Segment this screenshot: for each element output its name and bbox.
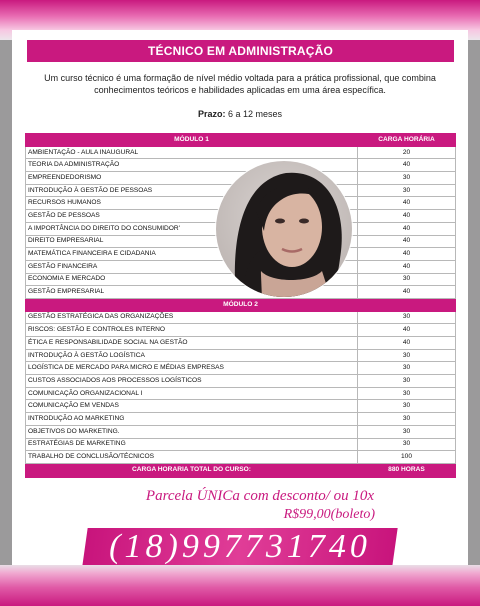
table-row-label: A IMPORTÂNCIA DO DIREITO DO CONSUMIDOR' [26, 222, 358, 235]
table-row-label: COMUNICAÇÃO EM VENDAS [26, 400, 358, 413]
table-row [26, 387, 456, 400]
table-row-hours: 30 [358, 413, 456, 426]
table-row [26, 159, 456, 172]
table-row-hours: 40 [358, 222, 456, 235]
table-row-hours: 30 [358, 172, 456, 185]
table-row [26, 413, 456, 426]
table-row-label: ÉTICA E RESPONSABILIDADE SOCIAL NA GESTÃO [26, 337, 358, 350]
course-duration [30, 109, 450, 119]
table-row-label: LOGÍSTICA DE MERCADO PARA MICRO E MÉDIAS EMPRESAS [26, 362, 358, 375]
module2-header-row [26, 298, 456, 311]
table-row-hours: 100 [358, 451, 456, 464]
table-row-label: INTRODUÇÃO À GESTÃO LOGÍSTICA [26, 349, 358, 362]
table-row [26, 349, 456, 362]
module1-header-row [26, 134, 456, 147]
table-row [26, 438, 456, 451]
table-row-hours: 30 [358, 184, 456, 197]
table-row-hours: 30 [358, 273, 456, 286]
installment-price: R$99,00(boleto) [283, 507, 375, 522]
table-row-hours: 40 [358, 248, 456, 261]
table-row-hours: 40 [358, 197, 456, 210]
table-row-hours: 40 [358, 235, 456, 248]
table-row-hours: 40 [358, 210, 456, 223]
phone-number[interactable]: (18)997731740 [109, 528, 371, 565]
table-row-hours: 40 [358, 159, 456, 172]
module2-header-row-label: MÓDULO 2 [26, 298, 456, 311]
duration-label: Prazo: [197, 109, 226, 119]
table-row [26, 362, 456, 375]
table-row-hours: 40 [358, 260, 456, 273]
module1-header: MÓDULO 1 [26, 134, 358, 147]
total-row-label: CARGA HORARIA TOTAL DO CURSO: [26, 463, 358, 477]
table-row-label: MATEMÁTICA FINANCEIRA E CIDADANIA [26, 248, 358, 261]
table-row-label: ESTRATÉGIAS DE MARKETING [26, 438, 358, 451]
table-row-label: ECONOMIA E MERCADO [26, 273, 358, 286]
hours-header: CARGA HORÁRIA [358, 134, 456, 147]
table-row [26, 311, 456, 324]
table-row-label: INTRODUÇÃO À GESTÃO DE PESSOAS [26, 184, 358, 197]
total-row-hours: 880 HORAS [358, 463, 456, 477]
table-row-hours: 30 [358, 362, 456, 375]
table-row [26, 286, 456, 299]
table-row [26, 425, 456, 438]
table-row [26, 400, 456, 413]
table-row-label: TEORIA DA ADMINISTRAÇÃO [26, 159, 358, 172]
table-row-label: GESTÃO EMPRESARIAL [26, 286, 358, 299]
table-row-label: OBJETIVOS DO MARKETING. [26, 425, 358, 438]
woman-portrait-icon [216, 161, 353, 298]
table-row-hours: 30 [358, 349, 456, 362]
installment-offer: Parcela ÚNICa com desconto/ ou 10x [145, 488, 375, 504]
table-row-label: CUSTOS ASSOCIADOS AOS PROCESSOS LOGÍSTICOS [26, 375, 358, 388]
table-row [26, 451, 456, 464]
table-row-label: RISCOS: GESTÃO E CONTROLES INTERNO [26, 324, 358, 337]
table-row-label: GESTÃO ESTRATÉGICA DAS ORGANIZAÇÕES [26, 311, 358, 324]
table-row-hours: 30 [358, 438, 456, 451]
left-frame [0, 40, 12, 565]
table-row-hours: 30 [358, 400, 456, 413]
table-row [26, 324, 456, 337]
total-row [26, 463, 456, 477]
table-row-hours: 40 [358, 337, 456, 350]
table-row [26, 146, 456, 159]
bottom-frame-gradient [0, 565, 480, 606]
table-row-label: RECURSOS HUMANOS [26, 197, 358, 210]
table-row-label: GESTÃO FINANCEIRA [26, 260, 358, 273]
table-row-hours: 30 [358, 375, 456, 388]
table-row-label: INTRODUÇÃO AO MARKETING [26, 413, 358, 426]
table-row-hours: 40 [358, 286, 456, 299]
table-row-label: AMBIENTAÇÃO - AULA INAUGURAL [26, 146, 358, 159]
avatar [215, 160, 353, 298]
right-frame [468, 40, 480, 565]
table-row-hours: 30 [358, 311, 456, 324]
table-row-hours: 30 [358, 425, 456, 438]
table-row-label: EMPREENDEDORISMO [26, 172, 358, 185]
table-row-hours: 40 [358, 324, 456, 337]
table-row-label: TRABALHO DE CONCLUSÃO/TÉCNICOS [26, 451, 358, 464]
table-row [26, 375, 456, 388]
table-row-label: DIREITO EMPRESARIAL [26, 235, 358, 248]
table-row-hours: 20 [358, 146, 456, 159]
table-row-label: COMUNICAÇÃO ORGANIZACIONAL I [26, 387, 358, 400]
page-title: TÉCNICO EM ADMINISTRAÇÃO [27, 40, 454, 62]
table-row-label: GESTÃO DE PESSOAS [26, 210, 358, 223]
table-row [26, 337, 456, 350]
duration-value: 6 a 12 meses [228, 109, 283, 119]
table-row-hours: 30 [358, 387, 456, 400]
course-intro: Um curso técnico é uma formação de nível médio voltada para a prática profissional, que combina conhecimentos teóricos e habilidades aplicadas em uma área específica. [44, 73, 436, 95]
